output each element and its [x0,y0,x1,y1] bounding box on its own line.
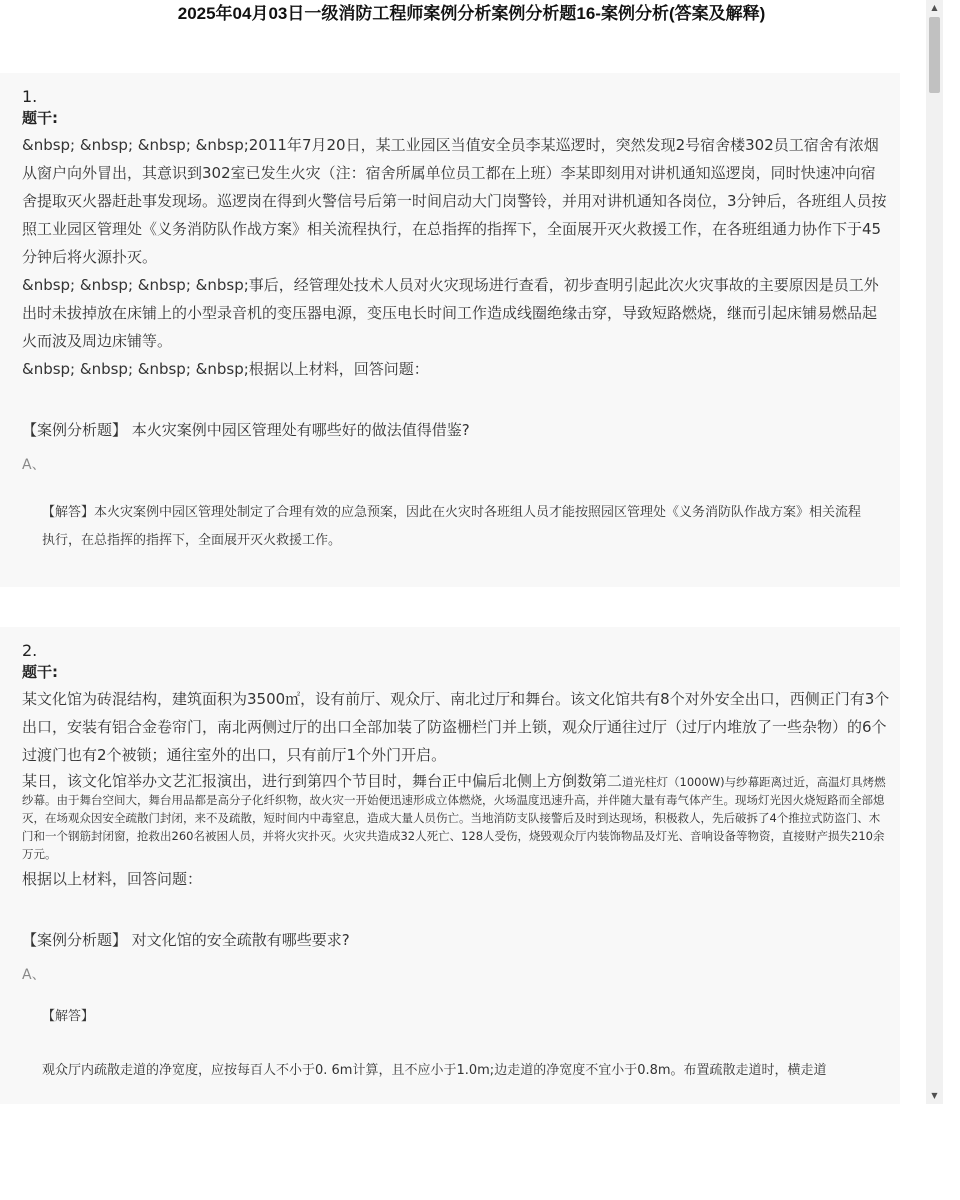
answer-explanation: 【解答】本火灾案例中园区管理处制定了合理有效的应急预案，因此在火灾时各班组人员才能按照园区管理处《义务消防队作战方案》相关流程执行，在总指挥的指挥下，全面展开灭火救援工作。 [42,505,862,548]
question-stem [0,685,900,893]
stem-paragraph: &nbsp; &nbsp; &nbsp; &nbsp;事后，经管理处技术人员对火灾现场进行查看，初步查明引起此次火灾事故的主要原因是员工外出时未拔掉放在床铺上的小型录音机的变压器电源，变压电长时间工作造成线圈绝缘击穿，导致短路燃烧，继而引起床铺易燃品起火而波及周边床铺等。 [22,276,879,350]
stem-paragraph: 根据以上材料，回答问题： [22,870,203,888]
scroll-thumb[interactable] [929,17,940,93]
scroll-down-arrow-icon[interactable]: ▼ [931,1091,938,1100]
stem-paragraph-mixed [22,773,890,863]
stem-text-small: 道光柱灯（1000W)与纱幕距离过近，高温灯具烤燃纱幕。由于舞台空间大，舞台用品都是高分子化纤织物，故火灾一开始便迅速形成立体燃烧，火场温度迅速升高，并伴随大量有毒气体产生。现场灯光因火烧短路而全部熄灭，在场观众因安全疏散门封闭，来不及疏散，短时间内中毒窒息，造成大量人员伤亡。当地消防支队接警后及时到达现场，积极救人，先后破拆了4个推拉式防盗门、木门和一个钢筋封闭窗，抢救出260名被困人员，并将火灾扑灭。火灾共造成32人死亡、128人受伤，烧毁观众厅内装饰物品及灯光、音响设备等物资，直接财产损失210余万元。 [22,775,886,861]
answer-heading: 【解答】 [42,1009,95,1024]
answer-option[interactable]: A、 [22,457,46,473]
stem-label: 题干: [22,663,58,681]
case-question: 【案例分析题】 对文化馆的安全疏散有哪些要求? [22,931,350,949]
stem-paragraph: 某文化馆为砖混结构，建筑面积为3500㎡，设有前厅、观众厅、南北过厅和舞台。该文化馆共有8个对外安全出口，西侧正门有3个出口，安装有铝合金卷帘门，南北两侧过厅的出口全部加装了防盗栅栏门并上锁，观众厅通往过厅（过厅内堆放了一些杂物）的6个过渡门也有2个被锁；通往室外的出口，只有前厅1个外门开启。 [22,690,890,764]
stem-text-large: 某日，该文化馆举办文艺汇报演出，进行到第四个节目时，舞台正中偏后北侧上方倒数第二 [22,772,623,790]
scroll-up-arrow-icon[interactable]: ▲ [931,3,938,12]
question-card-2 [0,627,900,1104]
stem-label: 题干: [22,109,58,127]
page-title: 2025年04月03日一级消防工程师案例分析案例分析题16-案例分析(答案及解释) [177,4,766,23]
answer-option[interactable]: A、 [22,967,46,983]
answer-explanation: 观众厅内疏散走道的净宽度，应按每百人不小于0. 6m计算，且不应小于1.0m;边走道的净宽度不宜小于0.8m。布置疏散走道时，横走道 [42,1063,827,1078]
stem-paragraph: &nbsp; &nbsp; &nbsp; &nbsp;根据以上材料，回答问题： [22,360,429,378]
question-number: 1. [22,87,38,106]
case-question: 【案例分析题】 本火灾案例中园区管理处有哪些好的做法值得借鉴? [22,421,470,439]
vertical-scrollbar[interactable] [926,0,943,1104]
question-number: 2. [22,641,38,660]
stem-paragraph: &nbsp; &nbsp; &nbsp; &nbsp;2011年7月20日，某工业园区当值安全员李某巡逻时，突然发现2号宿舍楼302员工宿舍有浓烟从窗户向外冒出，其意识到302室已发生火灾（注：宿舍所属单位员工都在上班）李某即刻用对讲机通知巡逻岗，同时快速冲向宿舍提取灭火器赶赴事发现场。巡逻岗在得到火警信号后第一时间启动大门岗警铃，并用对讲机通知各岗位，3分钟后，各班组人员按照工业园区管理处《义务消防队作战方案》相关流程执行，在总指挥的指挥下，全面展开灭火救援工作，在各班组通力协作下于45分钟后将火源扑灭。 [22,136,887,266]
question-stem [0,131,900,383]
question-card-1 [0,73,900,587]
